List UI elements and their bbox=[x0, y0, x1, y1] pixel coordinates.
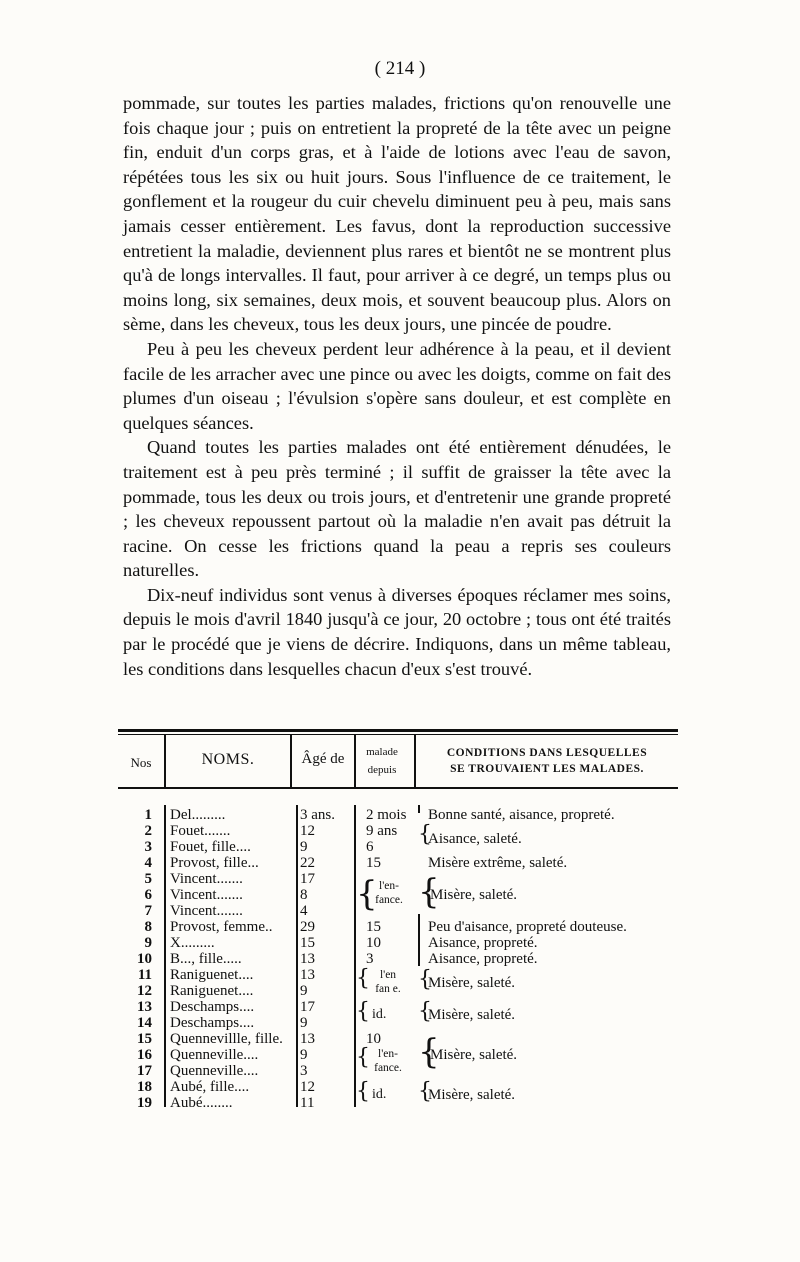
patients-table bbox=[118, 729, 678, 1129]
row-number: 9 bbox=[144, 935, 152, 951]
row-age: 9 bbox=[300, 839, 308, 855]
table-row bbox=[118, 935, 678, 951]
row-name: Raniguenet.... bbox=[170, 967, 254, 983]
brace-icon: { bbox=[356, 999, 370, 1024]
group-illness: id. bbox=[372, 1087, 387, 1102]
header-illness-line1: malade bbox=[366, 746, 398, 758]
column-divider bbox=[164, 735, 166, 787]
group-conditions: Misère, saleté. bbox=[428, 1007, 516, 1023]
paragraph: Peu à peu les cheveux perdent leur adhérence à la peau, et il devient facile de les arracher avec une pince ou avec les doigts, comme on fait des plumes d'un oiseau ; l'évulsion s'opère sans douleur, et est complète en quelques séances. bbox=[123, 338, 671, 433]
row-age: 3 ans. bbox=[300, 807, 335, 823]
brace-icon: { bbox=[356, 1079, 370, 1104]
body-text bbox=[123, 91, 671, 681]
row-age: 8 bbox=[300, 887, 308, 903]
table-row bbox=[118, 855, 678, 871]
row-number: 14 bbox=[137, 1015, 152, 1031]
group-illness bbox=[366, 1047, 410, 1075]
row-number: 11 bbox=[137, 967, 152, 983]
row-illness: 10 bbox=[366, 935, 381, 951]
row-age: 13 bbox=[300, 967, 315, 983]
group-conditions: Misère, saleté. bbox=[428, 975, 516, 991]
group-illness-line2: fance. bbox=[375, 894, 403, 906]
brace-icon: { bbox=[418, 1079, 432, 1104]
group-conditions: Misère, saleté. bbox=[430, 1047, 518, 1063]
group-illness bbox=[366, 968, 410, 996]
header-num: Nos bbox=[130, 755, 152, 770]
group-illness: id. bbox=[372, 1007, 387, 1022]
column-divider bbox=[290, 735, 292, 787]
row-number: 5 bbox=[144, 871, 152, 887]
row-name: Fouet, fille.... bbox=[170, 839, 251, 855]
row-name: Deschamps.... bbox=[170, 1015, 255, 1031]
brace-icon: { bbox=[418, 967, 432, 992]
row-number: 3 bbox=[144, 839, 152, 855]
row-age: 17 bbox=[300, 871, 315, 887]
header-conditions bbox=[416, 745, 678, 777]
row-age: 12 bbox=[300, 823, 315, 839]
row-number: 6 bbox=[144, 887, 152, 903]
row-name: X......... bbox=[170, 935, 215, 951]
row-conditions: Misère extrême, saleté. bbox=[428, 855, 568, 871]
table-row bbox=[118, 1015, 678, 1031]
page-number: ( 214 ) bbox=[374, 58, 426, 79]
row-number: 2 bbox=[144, 823, 152, 839]
group-conditions: Misère, saleté. bbox=[428, 1087, 516, 1103]
group-conditions: Misère, saleté. bbox=[430, 887, 518, 903]
row-illness: 6 bbox=[366, 839, 374, 855]
row-age: 4 bbox=[300, 903, 308, 919]
row-illness: 15 bbox=[366, 919, 381, 935]
row-age: 9 bbox=[300, 1015, 308, 1031]
row-number: 12 bbox=[137, 983, 152, 999]
table-top-rule-thin bbox=[118, 734, 678, 735]
header-illness bbox=[354, 743, 410, 779]
header-age: Âgé de bbox=[301, 751, 345, 767]
group-illness-line1: l'en- bbox=[379, 880, 399, 892]
brace-icon: { bbox=[418, 822, 432, 847]
row-conditions: Aisance, propreté. bbox=[428, 935, 538, 951]
header-conditions-line1: CONDITIONS DANS LESQUELLES bbox=[446, 747, 648, 759]
table-row bbox=[118, 839, 678, 855]
row-name: Quenneville.... bbox=[170, 1063, 259, 1079]
row-age: 15 bbox=[300, 935, 315, 951]
row-name: Aubé, fille.... bbox=[170, 1079, 250, 1095]
paragraph: Quand toutes les parties malades ont été entièrement dénudées, le traitement est à peu près terminé ; il suffit de graisser la tête avec la pommade, tous les deux ou trois jours, et d'entretenir une grande propreté ; les cheveux repoussent partout où la maladie n'en avait pas détruit la racine. On cesse les frictions quand la peau a repris ses couleurs naturelles. bbox=[123, 437, 671, 581]
row-number: 8 bbox=[144, 919, 152, 935]
row-number: 15 bbox=[137, 1031, 152, 1047]
row-illness: 3 bbox=[366, 951, 374, 967]
header-names: NOMS. bbox=[201, 751, 255, 768]
table-row bbox=[118, 823, 678, 839]
row-number: 7 bbox=[144, 903, 152, 919]
row-name: Raniguenet.... bbox=[170, 983, 254, 999]
row-name: B..., fille..... bbox=[170, 951, 242, 967]
group-illness-line1: l'en- bbox=[378, 1048, 398, 1060]
row-number: 13 bbox=[137, 999, 152, 1015]
paragraph: Dix-neuf individus sont venus à diverses époques réclamer mes soins, depuis le mois d'avril 1840 jusqu'à ce jour, 20 octobre ; tous ont été traités par le procédé que je viens de décrire. Indiquons, dans un même tableau, les conditions dans lesquelles chacun d'eux s'est trouvé. bbox=[123, 584, 671, 679]
header-illness-line2: depuis bbox=[367, 764, 397, 776]
row-number: 18 bbox=[137, 1079, 152, 1095]
row-name: Provost, fille... bbox=[170, 855, 259, 871]
table-row bbox=[118, 807, 678, 823]
row-age: 22 bbox=[300, 855, 315, 871]
row-illness: 2 mois bbox=[366, 807, 407, 823]
row-illness: 10 bbox=[366, 1031, 381, 1047]
row-name: Vincent....... bbox=[170, 887, 243, 903]
brace-icon: { bbox=[418, 1032, 440, 1072]
row-age: 9 bbox=[300, 1047, 308, 1063]
row-name: Deschamps.... bbox=[170, 999, 255, 1015]
table-row bbox=[118, 1095, 678, 1111]
row-age: 29 bbox=[300, 919, 315, 935]
row-number: 1 bbox=[144, 807, 152, 823]
table-row bbox=[118, 919, 678, 935]
group-illness-line2: fan e. bbox=[375, 983, 401, 995]
group-conditions: Aisance, saleté. bbox=[428, 831, 522, 847]
row-name: Fouet....... bbox=[170, 823, 231, 839]
row-age: 9 bbox=[300, 983, 308, 999]
table-row bbox=[118, 1031, 678, 1047]
row-name: Vincent....... bbox=[170, 871, 243, 887]
brace-icon: { bbox=[356, 966, 370, 991]
row-number: 17 bbox=[137, 1063, 152, 1079]
table-row bbox=[118, 951, 678, 967]
row-age: 12 bbox=[300, 1079, 315, 1095]
row-name: Quenneville.... bbox=[170, 1047, 259, 1063]
row-name: Provost, femme.. bbox=[170, 919, 273, 935]
row-age: 11 bbox=[300, 1095, 315, 1111]
row-conditions: Peu d'aisance, propreté douteuse. bbox=[428, 919, 627, 935]
brace-icon: { bbox=[418, 999, 432, 1024]
row-conditions: Aisance, propreté. bbox=[428, 951, 538, 967]
row-name: Vincent....... bbox=[170, 903, 243, 919]
row-name: Del......... bbox=[170, 807, 226, 823]
group-illness-line1: l'en bbox=[379, 969, 397, 981]
row-age: 13 bbox=[300, 951, 315, 967]
table-row bbox=[118, 999, 678, 1015]
row-age: 3 bbox=[300, 1063, 308, 1079]
row-age: 17 bbox=[300, 999, 315, 1015]
group-illness bbox=[366, 879, 412, 907]
row-name: Quennevillle, fille. bbox=[170, 1031, 283, 1047]
row-illness: 15 bbox=[366, 855, 381, 871]
brace-icon: { bbox=[356, 874, 378, 914]
group-illness-line2: fance. bbox=[374, 1062, 402, 1074]
brace-icon: { bbox=[418, 872, 440, 912]
row-name: Aubé........ bbox=[170, 1095, 233, 1111]
brace-icon: { bbox=[356, 1045, 370, 1070]
row-conditions: Bonne santé, aisance, propreté. bbox=[428, 807, 615, 823]
row-illness: 9 ans bbox=[366, 823, 398, 839]
row-age: 13 bbox=[300, 1031, 315, 1047]
row-number: 10 bbox=[137, 951, 152, 967]
row-number: 4 bbox=[144, 855, 152, 871]
table-header-rule bbox=[118, 787, 678, 789]
row-number: 16 bbox=[137, 1047, 152, 1063]
table-top-rule bbox=[118, 729, 678, 732]
header-conditions-line2: SE TROUVAIENT LES MALADES. bbox=[450, 763, 644, 775]
table-row bbox=[118, 1079, 678, 1095]
row-number: 19 bbox=[137, 1095, 152, 1111]
paragraph: pommade, sur toutes les parties malades, frictions qu'on renouvelle une fois chaque jour ; puis on entretient la propreté de la tête avec un peigne fin, enduit d'un corps gras, et à l'aide de lotions avec l'eau de savon, répétées tous les six ou huit jours. Sous l'influence de ce traitement, le gonflement et la rougeur du cuir chevelu diminuent peu à peu, mais sans jamais cesser entièrement. Les favus, dont la reproduction successive entretient la maladie, deviennent plus rares et bientôt ne se montrent plus qu'à de longs intervalles. Il faut, pour arriver à ce degré, un temps plus ou moins long, six semaines, deux mois, et souvent beaucoup plus. Alors on sème, dans les cheveux, tous les deux jours, une pincée de poudre. bbox=[123, 93, 671, 335]
